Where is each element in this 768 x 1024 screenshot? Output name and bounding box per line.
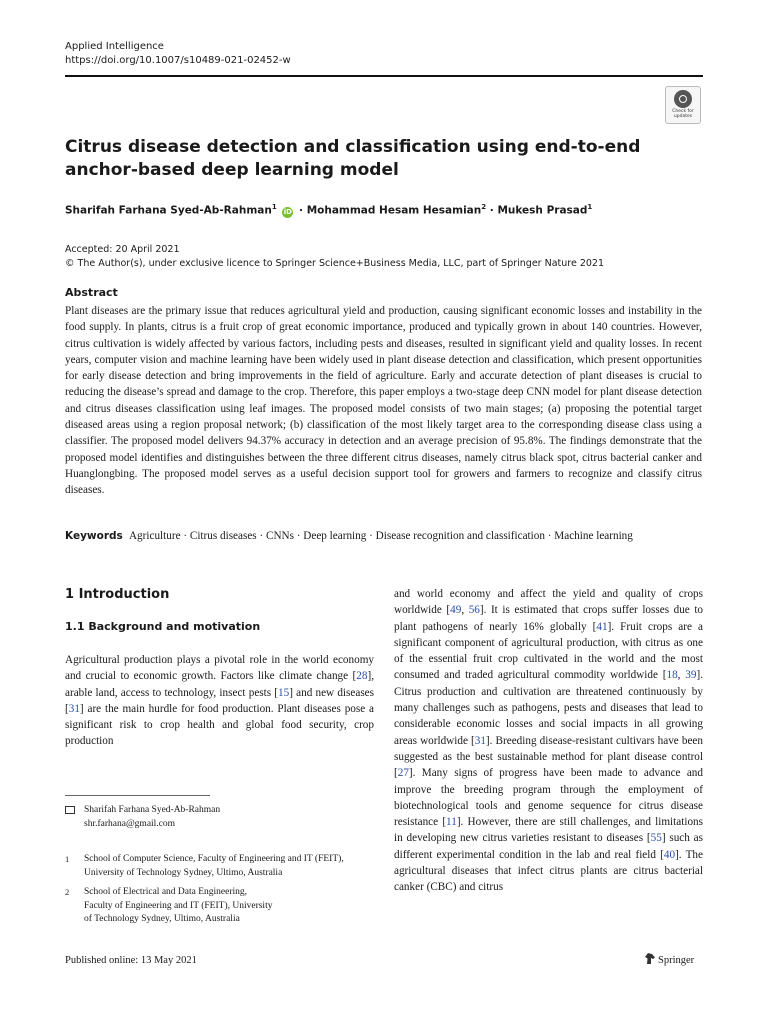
text-run: and world economy and affect the yield and quality of crops worldwide [ — [394, 588, 703, 617]
author-3[interactable]: Mukesh Prasad — [497, 204, 588, 217]
envelope-icon — [65, 804, 75, 818]
footnote-rule — [65, 795, 210, 796]
citation-link[interactable]: 40 — [663, 848, 676, 861]
author-2[interactable]: Mohammad Hesam Hesamian — [306, 204, 482, 217]
affiliation-2-line2: Faculty of Engineering and IT (FEIT), University — [84, 900, 273, 911]
author-1[interactable]: Sharifah Farhana Syed-Ab-Rahman — [65, 204, 272, 217]
affiliation-2-line3: of Technology Sydney, Ultimo, Australia — [84, 914, 240, 924]
check-for-updates-badge[interactable] — [665, 86, 701, 124]
author-1-affil: 1 — [271, 203, 277, 211]
subsection-heading-background: 1.1 Background and motivation — [65, 620, 261, 633]
section-heading-introduction: 1 Introduction — [65, 587, 170, 602]
paper-title — [65, 136, 675, 182]
corresponding-author-footnote — [65, 804, 375, 831]
text-run: ]. Fruit crops are a significant component of agricultural production, with citrus as one of the essential fruit crop cultivated in the world and the most consumed and traded agricultural commodity worldwide [ — [394, 620, 704, 682]
author-separator: · — [295, 204, 307, 217]
author-list — [65, 203, 592, 218]
author-2-affil: 2 — [481, 203, 487, 211]
text-run: ]. However, there are still challenges, and limitations in developing new citrus varieties resistant to diseases [ — [394, 816, 703, 845]
abstract-heading: Abstract — [65, 286, 118, 299]
affiliation-1-mark: 1 — [65, 854, 70, 864]
orcid-icon[interactable]: iD — [283, 207, 292, 216]
text-run: ] such as different experimental condition in the lab and real field [ — [394, 832, 703, 861]
affiliation-1-text: School of Computer Science, Faculty of Engineering and IT (FEIT), University of Technology Sydney, Ultimo, Australia — [84, 854, 344, 878]
contact-name: Sharifah Farhana Syed-Ab-Rahman — [84, 805, 221, 815]
citation-link[interactable]: 39 — [685, 669, 697, 682]
intro-column-left — [65, 652, 374, 750]
citation-link[interactable]: 18 — [666, 669, 678, 682]
text-run: Agricultural production plays a pivotal role in the world economy and crucial to economic growth. Factors like climate change [ — [65, 654, 374, 683]
publisher-name: Springer — [658, 955, 695, 966]
citation-link[interactable]: 11 — [446, 816, 457, 829]
keywords-list: Agriculture · Citrus diseases · CNNs · Deep learning · Disease recognition and classification · Machine learning — [128, 530, 633, 542]
abstract-text: Plant diseases are the primary issue that reduces agricultural yield and production, causing significant economic losses and instability in the food supply. In plants, citrus is a fruit crop of great economic importance, produced and typically grown in about 140 countries. However, citrus cultivation is widely affected by various factors, including pests and diseases, resulted in significant yield and quality losses. In recent years, computer vision and machine learning have been widely used in plant disease detection and classification, which present opportunities for early disease detection and bring improvements in the field of agriculture. Early and accurate detection of plant diseases is crucial to reducing the disease’s spread and damage to the crop. Therefore, this paper employs a two-stage deep CNN model for plant disease detection and citrus diseases classification using leaf images. The proposed model consists of two main stages; (a) proposing the potential target diseased areas using a region proposal network; (b) classification of the most likely target area to the corresponding disease class using a classifier. The proposed model delivers 94.37% accuracy in detection and an average precision of 95.8%. The findings demonstrate that the proposed model identifies and distinguishes between the three different citrus diseases, namely citrus black spot, citrus bacterial canker and Huanglongbing. The proposed model serves as a useful decision support tool for growers and farmers to recognize and classify citrus diseases. — [65, 305, 702, 497]
springer-horse-icon — [645, 953, 655, 964]
text-run: , — [461, 604, 469, 617]
citation-link[interactable]: 28 — [356, 670, 368, 683]
citation-link[interactable]: 31 — [474, 734, 486, 747]
check-updates-icon — [674, 90, 692, 108]
journal-header — [65, 40, 291, 68]
badge-text-line1: Check for — [672, 109, 694, 114]
keywords-heading: Keywords — [65, 530, 123, 542]
header-rule — [65, 75, 703, 77]
text-run: ]. Breeding disease-resistant cultivars have been suggested as the best sustainable method for plant disease control [ — [394, 734, 703, 780]
citation-link[interactable]: 31 — [68, 702, 80, 715]
citation-link[interactable]: 41 — [596, 620, 608, 633]
text-run: ], arable land, access to technology, insect pests [ — [65, 670, 374, 699]
citation-link[interactable]: 27 — [397, 767, 409, 780]
affiliation-2 — [65, 886, 375, 927]
article-dates — [65, 243, 604, 271]
text-run: ]. Citrus production and cultivation are threatened continuously by many challenges such as pathogens, pests and diseases that lead to considerable economic losses and social impacts in all growing areas worldwide [ — [394, 669, 703, 747]
doi-link[interactable]: https://doi.org/10.1007/s10489-021-02452-w — [65, 55, 291, 66]
author-3-affil: 1 — [587, 203, 593, 211]
citation-link[interactable]: 49 — [450, 604, 462, 617]
keywords — [65, 530, 710, 542]
affiliation-2-mark: 2 — [65, 887, 70, 897]
citation-link[interactable]: 15 — [278, 686, 290, 699]
badge-text-line2: updates — [673, 114, 693, 119]
published-online-date: Published online: 13 May 2021 — [65, 955, 197, 966]
citation-link[interactable]: 56 — [468, 604, 480, 617]
title-line-1: Citrus disease detection and classification using end-to-end — [65, 137, 641, 157]
author-separator: · — [486, 204, 498, 217]
text-run: ]. Many signs of progress have been made to advance and improve the breeding program through the employment of biotechnological tools and genome sequence for citrus disease resistance [ — [394, 767, 703, 829]
copyright-notice: © The Author(s), under exclusive licence to Springer Science+Business Media, LLC, part of Springer Nature 2021 — [65, 258, 605, 269]
text-run: , — [677, 669, 686, 682]
journal-name: Applied Intelligence — [65, 41, 164, 52]
text-run: ] and new diseases [ — [65, 686, 374, 715]
citation-link[interactable]: 55 — [650, 832, 662, 845]
accepted-date: Accepted: 20 April 2021 — [65, 244, 180, 255]
intro-column-right — [394, 586, 703, 896]
contact-email[interactable]: shr.farhana@gmail.com — [84, 818, 176, 829]
title-line-2: anchor-based deep learning model — [65, 160, 399, 180]
text-run: ]. The agricultural diseases that infect citrus plants are citrus bacterial canker (CBC) and citrus — [394, 848, 703, 894]
text-run: ] are the main hurdle for food production. Plant diseases pose a significant risk to crop health and global food security, crop production — [65, 702, 374, 748]
affiliation-2-line1: School of Electrical and Data Engineering, — [84, 887, 248, 897]
publisher-logo — [645, 953, 694, 966]
affiliation-1 — [65, 853, 375, 880]
text-run: ]. It is estimated that crops suffer losses due to plant pathogens of nearly 16% globally [ — [394, 604, 704, 633]
